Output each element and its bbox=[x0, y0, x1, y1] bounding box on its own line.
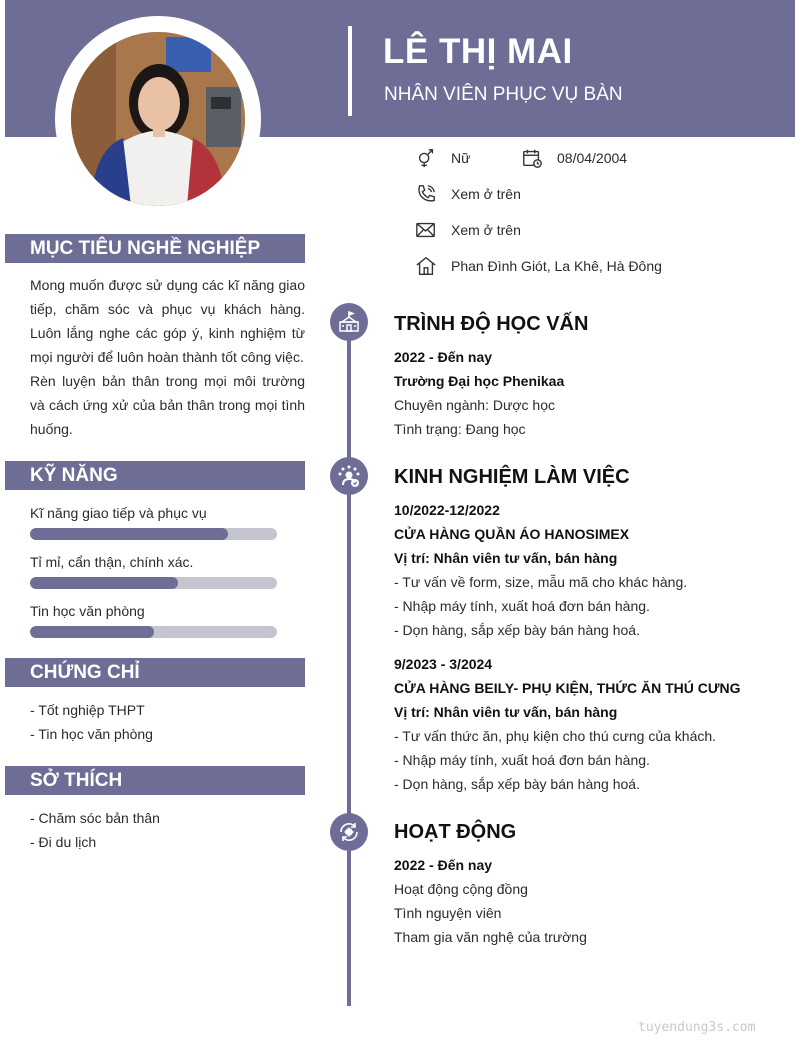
phone-icon bbox=[415, 183, 437, 205]
skill-bar-fill bbox=[30, 577, 178, 589]
home-icon bbox=[415, 255, 437, 277]
education-school: Trường Đại học Phenikaa bbox=[394, 373, 565, 389]
address-row bbox=[415, 255, 662, 277]
skill-bar bbox=[30, 577, 277, 589]
job-company: CỬA HÀNG QUẦN ÁO HANOSIMEX bbox=[394, 526, 630, 542]
objective-paragraph: Rèn luyện bản thân trong mọi môi trường và cách ứng xử của bản thân trong mọi tình huống. bbox=[30, 373, 305, 437]
skill-bar bbox=[30, 626, 277, 638]
job-period: 10/2022-12/2022 bbox=[394, 502, 500, 518]
skill-bar-fill bbox=[30, 528, 228, 540]
address-value: Phan Đình Giót, La Khê, Hà Đông bbox=[451, 258, 662, 274]
activities-heading: HOẠT ĐỘNG bbox=[394, 821, 517, 843]
job-position: Vị trí: Nhân viên tư vấn, bán hàng bbox=[394, 550, 618, 566]
gear-cycle-icon bbox=[330, 813, 368, 851]
activity-item: Tham gia văn nghệ của trường bbox=[394, 929, 587, 945]
gender-value: Nữ bbox=[451, 150, 471, 166]
skill-label: Kĩ năng giao tiếp và phục vụ bbox=[30, 505, 207, 521]
candidate-role: NHÂN VIÊN PHỤC VỤ BÀN bbox=[384, 84, 623, 105]
hobby-item: - Đi du lịch bbox=[30, 834, 97, 850]
job-task: - Dọn hàng, sắp xếp bày bán hàng hoá. bbox=[394, 776, 640, 792]
certificates-heading: CHỨNG CHỈ bbox=[5, 658, 305, 687]
education-period: 2022 - Đến nay bbox=[394, 349, 493, 365]
birthdate-value: 08/04/2004 bbox=[557, 150, 628, 166]
activity-item: Tình nguyện viên bbox=[394, 905, 502, 921]
experience-heading: KINH NGHIỆM LÀM VIỆC bbox=[394, 466, 630, 488]
email-row bbox=[415, 219, 521, 241]
job-company: CỬA HÀNG BEILY- PHỤ KIỆN, THỨC ĂN THÚ CƯNG bbox=[394, 680, 741, 696]
mail-icon bbox=[415, 219, 437, 241]
certificate-item: - Tin học văn phòng bbox=[30, 726, 153, 742]
objective-paragraph: Mong muốn được sử dụng các kĩ năng giao tiếp, chăm sóc và phục vụ khách hàng. Luôn lắng nghe các góp ý, kinh nghiệm từ mọi người để luôn hoàn thành tốt công việc. bbox=[30, 277, 305, 365]
skill-bar-fill bbox=[30, 626, 154, 638]
skill-label: Tin học văn phòng bbox=[30, 603, 145, 619]
skills-heading: KỸ NĂNG bbox=[5, 461, 305, 490]
skill-bar bbox=[30, 528, 277, 540]
job-task: - Nhập máy tính, xuất hoá đơn bán hàng. bbox=[394, 598, 650, 614]
school-icon bbox=[330, 303, 368, 341]
certificate-item: - Tốt nghiệp THPT bbox=[30, 702, 145, 718]
job-task: - Dọn hàng, sắp xếp bày bán hàng hoá. bbox=[394, 622, 640, 638]
watermark: tuyendung3s.com bbox=[638, 1020, 756, 1035]
phone-row bbox=[415, 183, 521, 205]
education-major: Chuyên ngành: Dược học bbox=[394, 397, 555, 413]
activity-item: Hoạt động cộng đồng bbox=[394, 881, 528, 897]
job-position: Vị trí: Nhân viên tư vấn, bán hàng bbox=[394, 704, 618, 720]
birthdate-row bbox=[521, 147, 627, 169]
activities-period: 2022 - Đến nay bbox=[394, 857, 493, 873]
header-divider bbox=[348, 26, 352, 116]
hobby-item: - Chăm sóc bản thân bbox=[30, 810, 160, 826]
team-award-icon bbox=[330, 457, 368, 495]
email-value: Xem ở trên bbox=[451, 222, 521, 238]
objective-text bbox=[30, 273, 305, 441]
education-status: Tình trạng: Đang học bbox=[394, 421, 526, 437]
portrait-photo bbox=[71, 32, 245, 206]
gender-icon bbox=[415, 147, 437, 169]
job-task: - Tư vấn thức ăn, phụ kiện cho thú cưng của khách. bbox=[394, 728, 717, 744]
job-task: - Tư vấn về form, size, mẫu mã cho khác hàng. bbox=[394, 574, 688, 590]
timeline-line bbox=[347, 322, 351, 1006]
phone-value: Xem ở trên bbox=[451, 186, 521, 202]
objective-heading: MỤC TIÊU NGHỀ NGHIỆP bbox=[5, 234, 305, 263]
job-period: 9/2023 - 3/2024 bbox=[394, 656, 493, 672]
job-task: - Nhập máy tính, xuất hoá đơn bán hàng. bbox=[394, 752, 650, 768]
gender-row bbox=[415, 147, 470, 169]
calendar-icon bbox=[521, 147, 543, 169]
skill-label: Tỉ mỉ, cẩn thận, chính xác. bbox=[30, 554, 194, 570]
candidate-name: LÊ THỊ MAI bbox=[383, 32, 573, 71]
hobbies-heading: SỞ THÍCH bbox=[5, 766, 305, 795]
education-heading: TRÌNH ĐỘ HỌC VẤN bbox=[394, 313, 589, 335]
